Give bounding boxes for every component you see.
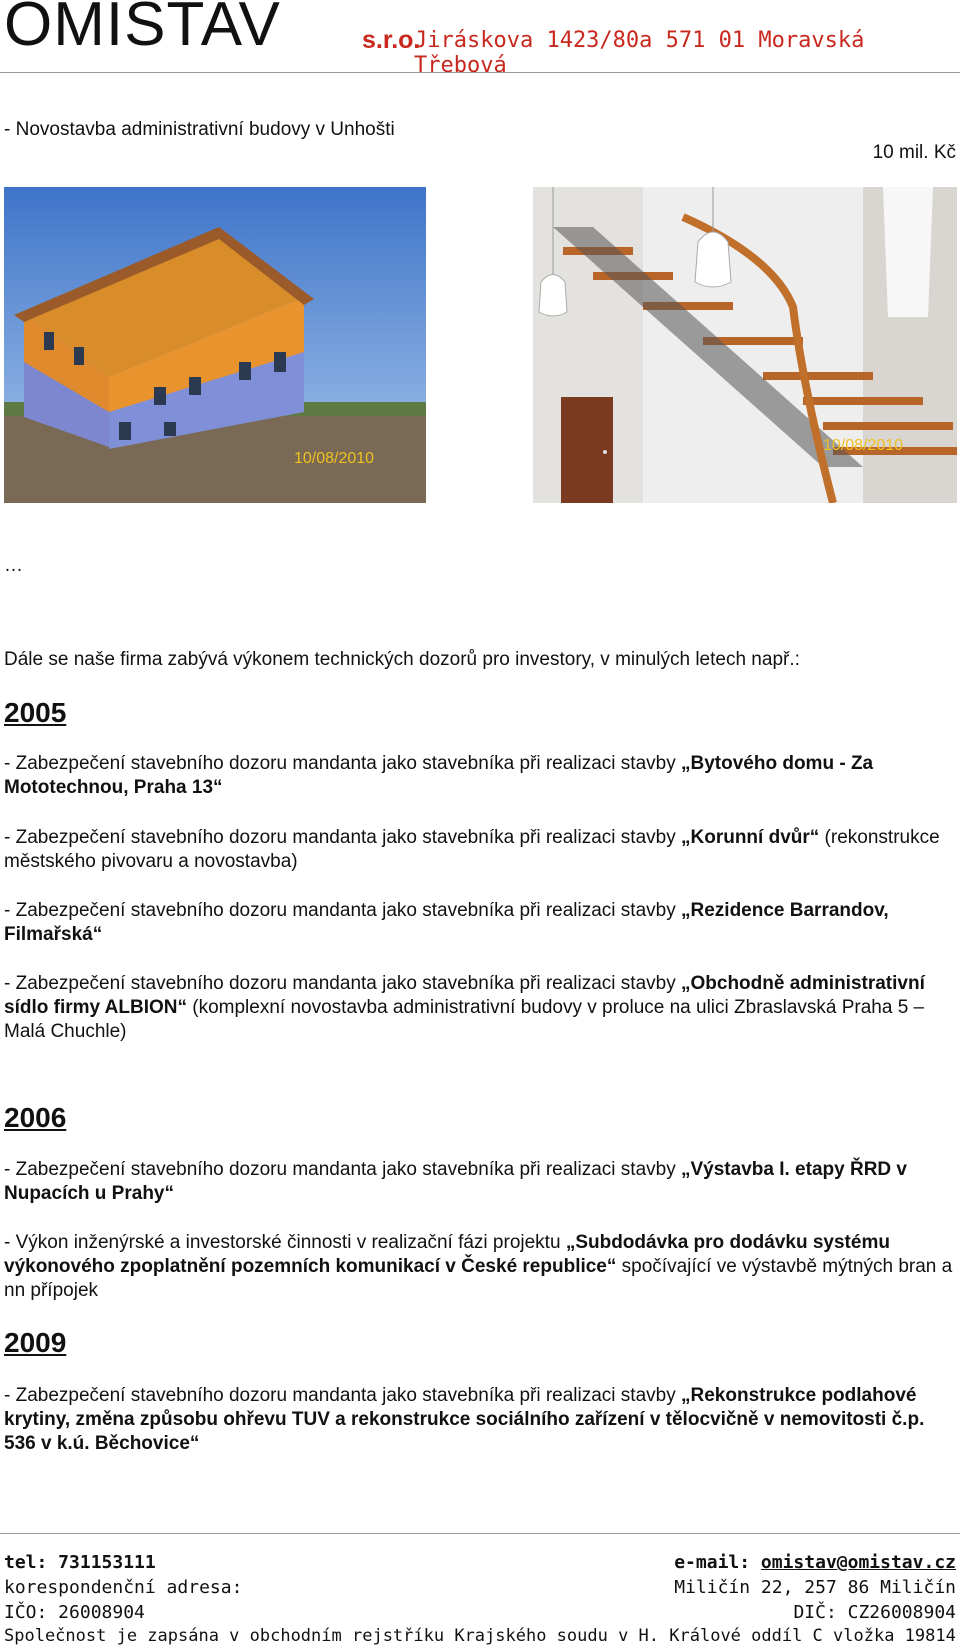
footer-ids-row bbox=[4, 1602, 956, 1626]
list-item: - Zabezpečení stavebního dozoru mandanta jako stavebníka při realizaci stavby „Bytového domu - Za Mototechnou, Praha 13“ bbox=[4, 753, 874, 798]
staircase-photo-date: 10/08/2010 bbox=[823, 437, 904, 454]
email-link[interactable]: omistav@omistav.cz bbox=[760, 1552, 956, 1573]
footer-corr-address: Miličín 22, 257 86 Miličín bbox=[674, 1577, 956, 1598]
building-photo-date: 10/08/2010 bbox=[294, 450, 375, 467]
header-divider bbox=[0, 72, 960, 73]
year-heading-2006: 2006 bbox=[4, 1102, 67, 1133]
company-address: Jiráskova 1423/80a 571 01 Moravská Třebová bbox=[414, 28, 865, 78]
footer-email: e-mail: omistav@omistav.cz bbox=[674, 1552, 956, 1573]
footer-registry-row bbox=[4, 1626, 956, 1650]
footer-registry: Společnost je zapsána v obchodním rejstříku Krajského soudu v H. Králové oddíl C vložka 19814 bbox=[4, 1626, 956, 1646]
footer-tel: tel: 731153111 bbox=[4, 1552, 156, 1573]
footer-corr-label: korespondenční adresa: bbox=[4, 1577, 243, 1598]
list-item: - Zabezpečení stavebního dozoru mandanta jako stavebníka při realizaci stavby „Korunní dvůr“ (rekonstrukce městského pivovaru a novostavba) bbox=[4, 827, 940, 872]
list-item: - Zabezpečení stavebního dozoru mandanta jako stavebníka při realizaci stavby „Výstavba I. etapy ŘRD v Nupacích u Prahy“ bbox=[4, 1159, 907, 1204]
list-item: - Zabezpečení stavebního dozoru mandanta jako stavebníka při realizaci stavby „Rekonstrukce podlahové krytiny, změna způsobu ohřevu TUV a rekonstrukce sociálního zařízení v tělocvičně v nemovitosti č.p. 536 v k.ú. Běchovice“ bbox=[4, 1385, 925, 1454]
footer-divider bbox=[0, 1533, 960, 1534]
footer-contact-row bbox=[4, 1552, 956, 1576]
intro-text: Dále se naše firma zabývá výkonem technických dozorů pro investory, v minulých letech např.: bbox=[4, 649, 800, 670]
footer-ico: IČO: 26008904 bbox=[4, 1602, 145, 1623]
year-heading-2009: 2009 bbox=[4, 1327, 67, 1358]
project-line: - Novostavba administrativní budovy v Unhošti bbox=[4, 119, 395, 140]
building-photo bbox=[4, 187, 426, 503]
company-logo: OMISTAV bbox=[4, 0, 281, 59]
list-item: - Výkon inženýrské a investorské činnosti v realizační fázi projektu „Subdodávka pro dodávku systému výkonového zpoplatnění pozemních komunikací v České republice“ spočívající ve výstavbě mýtných bran a nn přípojek bbox=[4, 1232, 953, 1301]
staircase-photo bbox=[533, 187, 957, 503]
ellipsis: … bbox=[4, 555, 23, 576]
footer-dic: DIČ: CZ26008904 bbox=[793, 1602, 956, 1623]
list-item: - Zabezpečení stavebního dozoru mandanta jako stavebníka při realizaci stavby „Rezidence Barrandov, Filmařská“ bbox=[4, 900, 889, 945]
list-item: - Zabezpečení stavebního dozoru mandanta jako stavebníka při realizaci stavby „Obchodně administrativní sídlo firmy ALBION“ (komplexní novostavba administrativní budovy v proluce na ulici Zbraslavská Praha 5 – Malá Chuchle) bbox=[4, 973, 925, 1042]
footer-address-row bbox=[4, 1577, 956, 1601]
year-heading-2005: 2005 bbox=[4, 697, 67, 728]
letterhead bbox=[0, 0, 960, 78]
company-form: s.r.o. bbox=[362, 26, 421, 54]
project-price: 10 mil. Kč bbox=[872, 142, 956, 163]
